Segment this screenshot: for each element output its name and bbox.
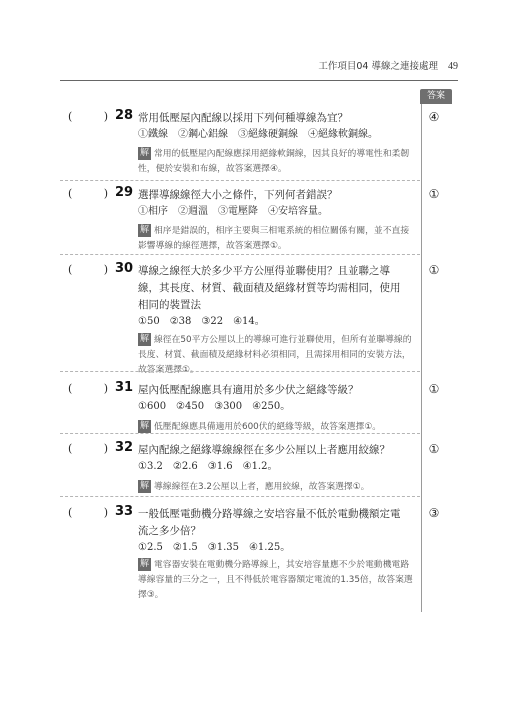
running-header <box>318 58 458 72</box>
answer-blank: ( ) <box>68 187 108 200</box>
question-number: 33 <box>115 504 134 519</box>
question-number: 28 <box>115 108 134 123</box>
answer-blank: ( ) <box>68 263 108 276</box>
answer-mark: ① <box>428 442 440 456</box>
question-text: 選擇導線線徑大小之條件，下列何者錯誤？ ①相序 ②週溫 ③電壓降 ④安培容量。 <box>138 187 408 220</box>
question-text: 屋內配線之絕緣導線線徑在多少公厘以上者應用絞線？ ①3.2 ②2.6 ③1.6 ④1.2。 <box>138 442 408 475</box>
answer-mark: ④ <box>428 110 440 124</box>
answer-mark: ① <box>428 187 440 201</box>
question-text: 一般低壓電動機分路導線之安培容量不低於電動機額定電流之多少倍？ ①2.5 ②1.5 ③1.35 ④1.25。 <box>138 506 408 556</box>
separator <box>60 496 420 497</box>
header-rule <box>60 80 458 81</box>
solution-badge: 解 <box>139 225 149 235</box>
separator <box>60 254 420 255</box>
solution: 解 電容器安裝在電動機分路導線上，其安培容量應不少於電動機電路導線容量的三分之一，且不得低於電容器額定電流的1.35倍，故答案選擇③。 <box>138 559 413 600</box>
answer-column-label: 答案 <box>420 89 452 104</box>
question-number: 30 <box>115 261 134 276</box>
question-text: 屋內低壓配線應具有適用於多少伏之絕緣等級？ ①600 ②450 ③300 ④250。 <box>138 382 408 415</box>
question-text: 導線之線徑大於多少平方公厘得並聯使用？且並聯之導線，其長度、材質、截面積及絕緣材質等均需相同，使用相同的裝置法 ①50 ②38 ③22 ④14。 <box>138 263 408 330</box>
solution-badge: 解 <box>139 559 149 569</box>
question-options: ①鐵線 ②鋼心鋁線 ③絕緣硬銅線 ④絕緣軟銅線。 <box>138 129 378 140</box>
question-number: 32 <box>115 440 134 455</box>
answer-blank: ( ) <box>68 382 108 395</box>
question-options: ①2.5 ②1.5 ③1.35 ④1.25。 <box>138 542 291 553</box>
answer-blank: ( ) <box>68 110 108 123</box>
separator <box>60 371 420 372</box>
question-number: 29 <box>115 185 134 200</box>
question-options: ①50 ②38 ③22 ④14。 <box>138 316 265 327</box>
answer-mark: ① <box>428 263 440 277</box>
solution-badge: 解 <box>139 481 149 491</box>
solution-badge: 解 <box>139 148 149 158</box>
solution: 解 相序是錯誤的，相序主要與三相電系統的相位關係有關，並不直接影響導線的線徑選擇，故答案選擇①。 <box>138 225 410 251</box>
answer-column-divider <box>421 104 422 612</box>
answer-mark: ① <box>428 382 440 396</box>
question-options: ①600 ②450 ③300 ④250。 <box>138 401 291 412</box>
answer-blank: ( ) <box>68 442 108 455</box>
question-text: 常用低壓屋內配線以採用下列何種導線為宜？ ①鐵線 ②鋼心鋁線 ③絕緣硬銅線 ④絕緣軟銅線。 <box>138 110 408 143</box>
question-options: ①3.2 ②2.6 ③1.6 ④1.2。 <box>138 461 278 472</box>
question-number: 31 <box>115 380 134 395</box>
page-number: 49 <box>448 61 458 72</box>
solution-badge: 解 <box>139 421 149 431</box>
answer-blank: ( ) <box>68 506 108 519</box>
solution: 解 導線線徑在3.2公厘以上者，應用絞線，故答案選擇①。 <box>139 481 370 492</box>
solution-badge: 解 <box>139 334 149 344</box>
separator <box>60 433 420 434</box>
question-options: ①相序 ②週溫 ③電壓降 ④安培容量。 <box>138 206 328 217</box>
solution: 解 線徑在50平方公厘以上的導線可進行並聯使用，但所有並聯導線的長度、材質、截面積及絕緣材料必須相同，且需採用相同的安裝方法，故答案選擇①。 <box>138 334 412 375</box>
solution: 解 低壓配線應具備適用於600伏的絕緣等級，故答案選擇①。 <box>139 421 382 432</box>
chapter-title: 工作項目04 導線之連接處理 <box>318 61 438 72</box>
solution: 解 常用的低壓屋內配線應採用絕緣軟銅線，因其良好的導電性和柔韌性，便於安裝和布線，故答案選擇④。 <box>138 148 410 174</box>
separator <box>60 180 420 181</box>
answer-mark: ③ <box>428 506 440 520</box>
